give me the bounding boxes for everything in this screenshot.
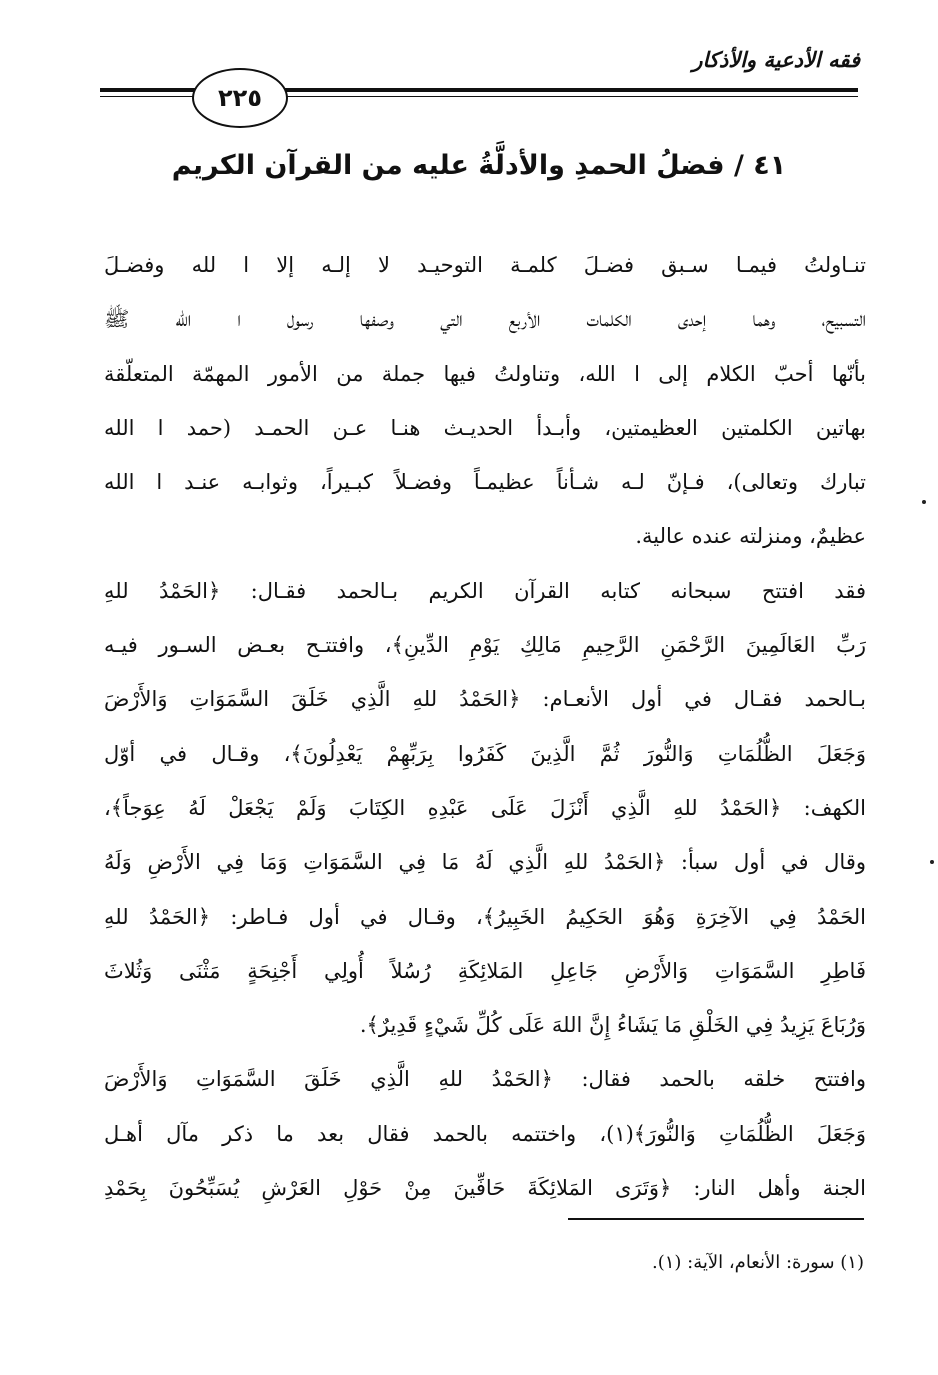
body-line: فَاطِرِ السَّمَوَاتِ وَالأَرْضِ جَاعِلِ المَلائِكَةِ رُسُلاً أُولِي أَجْنِحَةٍ مَثْنَى وَثُلاثَ — [104, 958, 866, 983]
body-line: الجنة وأهل النار: ﴿وَتَرَى المَلائِكَةَ حَافِّينَ مِنْ حَوْلِ العَرْشِ يُسَبِّحُونَ بِحَمْدِ — [104, 1176, 866, 1201]
body-line: وَجَعَلَ الظُّلُمَاتِ وَالنُّورَ﴾(١)، واختتمه بالحمد فقال بعد ما ذكر مآل أهـل — [104, 1121, 866, 1146]
body-line: بـالحمد فقـال في أول الأنعـام: ﴿الحَمْدُ للهِ الَّذِي خَلَقَ السَّمَوَاتِ وَالأَرْضَ — [104, 687, 866, 712]
running-head: فقه الأدعية والأذكار — [692, 48, 860, 72]
body-line: تبارك وتعالى)، فـإنّ لـه شـأناً عظيمـاً وفضـلاً كبـيراً، وثوابـه عنـد ا الله — [104, 470, 866, 495]
scan-speck — [922, 500, 926, 504]
body-line: وَرُبَاعَ يَزِيدُ فِي الخَلْقِ مَا يَشَاءُ إِنَّ اللهَ عَلَى كُلِّ شَيْءٍ قَدِيرٌ﴾. — [359, 1013, 866, 1038]
body-line: رَبِّ العَالَمِينَ الرَّحْمَنِ الرَّحِيمِ مَالِكِ يَوْمِ الدِّينِ﴾، وافتتـح بعـض السـور فيـه — [104, 633, 866, 658]
body-line: تنـاولتُ فيمـا سـبق فضـلَ كلمـة التوحيـد لا إلـه إلا ا لله وفضـلَ — [104, 253, 866, 277]
body-line: الحَمْدُ فِي الآخِرَةِ وَهُوَ الحَكِيمُ الخَبِيرُ﴾، وقـال في أول فـاطر: ﴿الحَمْدُ للهِ — [104, 904, 866, 929]
body-line: وَجَعَلَ الظُّلُمَاتِ وَالنُّورَ ثُمَّ الَّذِينَ كَفَرُوا بِرَبِّهِمْ يَعْدِلُونَ﴾، وقـال في أوّل — [104, 741, 866, 766]
body-text — [104, 238, 866, 1215]
body-line: بأنّها أحبّ الكلام إلى ا الله، وتناولتُ فيها جملة من الأمور المهمّة المتعلّقة — [104, 361, 866, 386]
body-line: وافتتح خلقه بالحمد فقال: ﴿الحَمْدُ للهِ الَّذِي خَلَقَ السَّمَوَاتِ وَالأَرْضَ — [104, 1067, 866, 1092]
page-number — [192, 68, 288, 128]
footnote-rule — [568, 1218, 864, 1220]
footnote: (١) سورة: الأنعام، الآية: (١). — [651, 1252, 864, 1273]
body-line: فقد افتتح سبحانه كتابه القرآن الكريم بـالحمد فقـال: ﴿الحَمْدُ للهِ — [104, 578, 866, 603]
page-number-text: ٢٢٥ — [218, 84, 262, 112]
body-line: وقال في أول سبأ: ﴿الحَمْدُ للهِ الَّذِي لَهُ مَا فِي السَّمَوَاتِ وَمَا فِي الأَرْضِ وَلَهُ — [104, 850, 866, 875]
body-line: عظيمٌ، ومنزلته عنده عالية. — [635, 524, 866, 549]
body-line: الكهف: ﴿الحَمْدُ للهِ الَّذِي أَنْزَلَ عَلَى عَبْدِهِ الكِتَابَ وَلَمْ يَجْعَلْ لَهُ عِوَجاً﴾، — [104, 795, 866, 820]
scan-speck — [930, 860, 934, 864]
body-line: التسبيح، وهما إحدى الكلمات الأربع التي وصفها رسول ا الله ﷺ — [104, 307, 866, 332]
body-line: بهاتين الكلمتين العظيمتين، وأبـدأ الحديـث هنـا عـن الحمـد (حمد ا الله — [104, 415, 866, 440]
chapter-title: ٤١ / فضلُ الحمدِ والأدلَّةُ عليه من القرآن الكريم — [171, 150, 787, 181]
